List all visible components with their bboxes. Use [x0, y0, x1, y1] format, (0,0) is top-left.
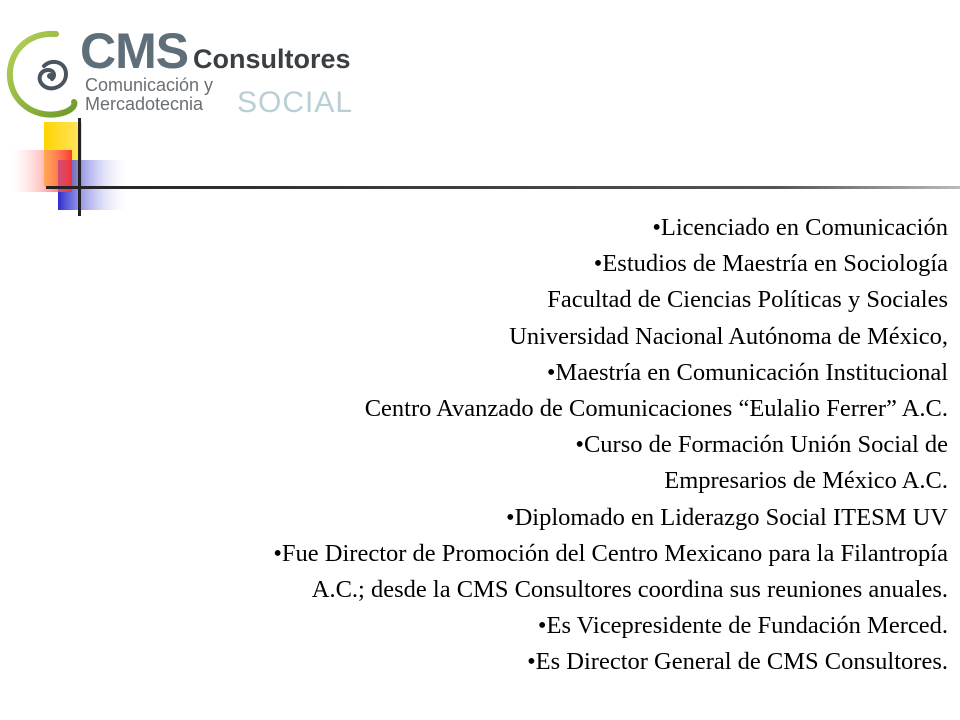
credential-line: •Curso de Formación Unión Social de: [575, 431, 948, 459]
credential-line: Empresarios de México A.C.: [664, 467, 948, 495]
credential-line: •Es Vicepresidente de Fundación Merced.: [537, 612, 948, 640]
logo-graphic: [4, 22, 374, 122]
credential-line: Universidad Nacional Autónoma de México,: [509, 322, 948, 350]
decorative-header-graphic: [0, 118, 960, 218]
credential-line: Centro Avanzado de Comunicaciones “Eulalio Ferrer” A.C.: [364, 395, 948, 423]
tagline-line-2: Mercadotecnia: [85, 94, 204, 114]
decorative-squares: [0, 118, 960, 218]
brand-cms-text: CMS: [80, 23, 189, 79]
vertical-rule: [78, 118, 81, 216]
credential-line: •Licenciado en Comunicación: [652, 214, 948, 241]
horizontal-rule: [46, 186, 960, 189]
red-square: [10, 150, 72, 192]
brand-consultores-text: Consultores: [193, 44, 351, 74]
credential-line: •Es Director General de CMS Consultores.: [527, 648, 948, 676]
credential-line: •Estudios de Maestría en Sociología: [593, 250, 948, 278]
credential-line: •Fue Director de Promoción del Centro Mexicano para la Filantropía: [273, 539, 948, 567]
credential-line: •Diplomado en Liderazgo Social ITESM UV: [506, 503, 948, 531]
tagline-line-1: Comunicación y: [85, 75, 214, 95]
credential-line: Facultad de Ciencias Políticas y Sociales: [547, 286, 948, 314]
credential-line: A.C.; desde la CMS Consultores coordina sus reuniones anuales.: [311, 576, 948, 604]
spiral-icon: [10, 34, 75, 115]
credential-line: •Maestría en Comunicación Institucional: [546, 358, 948, 386]
cms-consultores-logo: [4, 22, 374, 122]
credentials-text-block: [48, 210, 948, 681]
tagline-social-text: SOCIAL: [237, 86, 354, 119]
